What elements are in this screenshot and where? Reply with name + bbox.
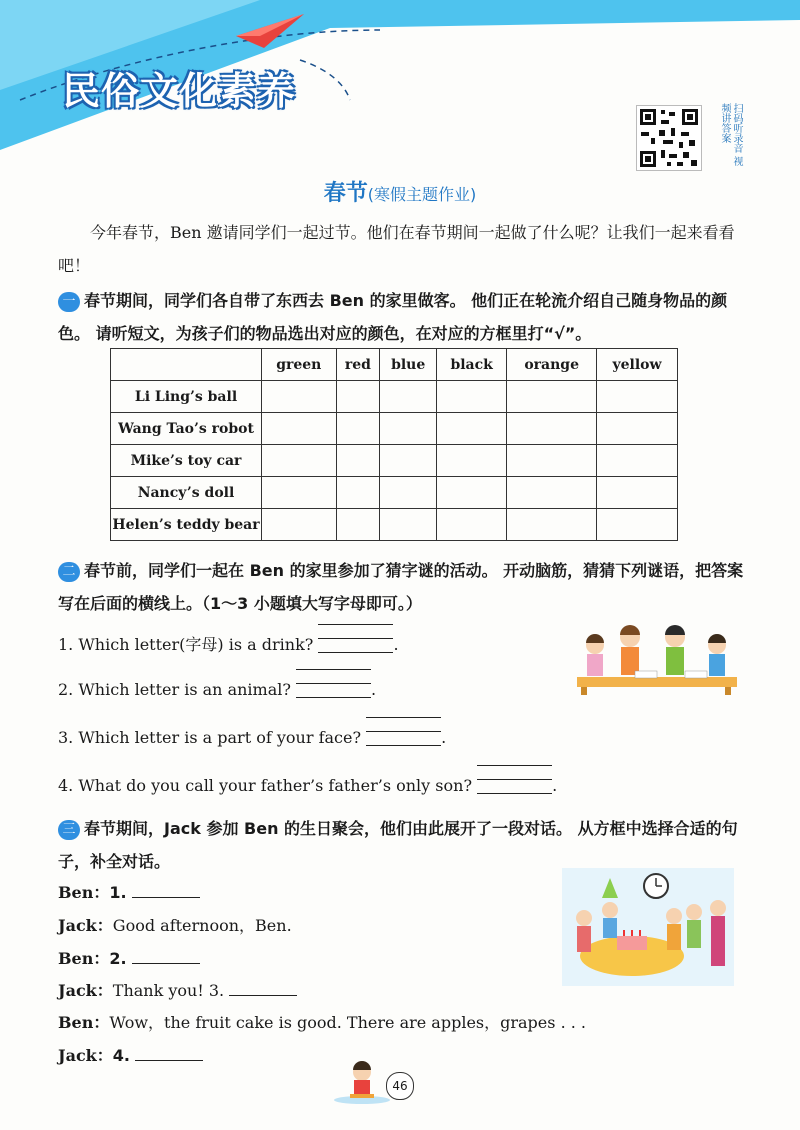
answer-cell[interactable] [336,381,380,413]
riddle-1: 1. Which letter(字母) is a drink? . [58,632,399,655]
speaker: Jack： [58,1046,113,1065]
section-1-text: 春节期间，同学们各自带了东西去 Ben 的家里做客。 他们正在轮流介绍自己随身物品的颜色。 请听短文，为孩子们的物品选出对应的颜色，在对应的方框里打“√”。 [58,291,728,343]
answer-cell[interactable] [380,477,437,509]
answer-blank[interactable] [318,636,393,650]
answer-cell[interactable] [336,445,380,477]
answer-blank[interactable] [135,1046,203,1061]
column-header: orange [507,349,597,381]
answer-cell[interactable] [597,477,678,509]
section-2-badge: 二 [58,562,80,582]
answer-cell[interactable] [380,445,437,477]
answer-cell[interactable] [507,477,597,509]
answer-blank[interactable] [477,777,552,791]
answer-cell[interactable] [262,509,337,541]
riddle-number: 1. [58,635,74,654]
row-label: Mike’s toy car [111,445,262,477]
row-label: Li Ling’s ball [111,381,262,413]
column-header: black [437,349,507,381]
table-row [111,477,678,509]
riddle-2: 2. Which letter is an animal? . [58,680,376,699]
answer-blank[interactable] [229,981,297,996]
section-1-instruction [58,284,748,350]
line-text: 1. [109,883,127,902]
answer-cell[interactable] [597,381,678,413]
riddle-3: 3. Which letter is a part of your face? . [58,728,446,747]
section-3-badge: 三 [58,820,80,840]
page-number: 46 [386,1072,414,1100]
dialogue-line [58,978,297,1001]
table-row [111,509,678,541]
color-table [110,348,678,541]
answer-blank[interactable] [296,681,371,695]
answer-cell[interactable] [336,477,380,509]
dialogue-line [58,913,292,936]
table-corner [111,349,262,381]
answer-cell[interactable] [336,509,380,541]
dialogue-line [58,1010,586,1033]
table-header-row [111,349,678,381]
riddle-text: Which letter(字母) is a drink? [78,635,314,654]
riddle-number: 3. [58,728,74,747]
column-header: yellow [597,349,678,381]
answer-cell[interactable] [437,413,507,445]
answer-cell[interactable] [507,509,597,541]
answer-cell[interactable] [437,477,507,509]
intro-paragraph: 今年春节，Ben 邀请同学们一起过节。他们在春节期间一起做了什么呢？让我们一起来看看吧！ [58,223,735,275]
line-text: 4. [112,1046,130,1065]
answer-cell[interactable] [597,413,678,445]
answer-cell[interactable] [437,509,507,541]
answer-cell[interactable] [262,445,337,477]
answer-cell[interactable] [437,381,507,413]
speaker: Ben： [58,1013,110,1032]
answer-cell[interactable] [437,445,507,477]
section-1-badge: 一 [58,292,80,312]
children-at-table-illustration [575,615,740,695]
riddle-text: Which letter is an animal? [78,680,291,699]
row-label: Helen’s teddy bear [111,509,262,541]
table-row [111,413,678,445]
riddle-text: Which letter is a part of your face? [78,728,362,747]
dialogue-line [58,880,200,903]
section-2-instruction [58,554,748,620]
answer-cell[interactable] [380,413,437,445]
answer-cell[interactable] [336,413,380,445]
mascot-icon [332,1058,392,1106]
answer-blank[interactable] [132,883,200,898]
answer-cell[interactable] [507,445,597,477]
answer-cell[interactable] [380,381,437,413]
dialogue-line [58,1043,203,1066]
birthday-party-illustration [562,868,734,986]
row-label: Nancy’s doll [111,477,262,509]
line-text: Wow，the fruit cake is good. There are apples，grapes . . . [109,1013,586,1032]
title-sub: (寒假主题作业) [367,185,477,204]
riddle-4: 4. What do you call your father’s father’s only son? . [58,776,557,795]
page-title [0,176,800,207]
title-main: 春节 [323,181,368,206]
speaker: Jack： [58,981,113,1000]
speaker: Jack： [58,916,113,935]
line-text: Thank you! 3. [112,981,225,1000]
column-header: green [262,349,337,381]
speaker: Ben： [58,883,110,902]
qr-code [636,105,702,171]
table-row [111,445,678,477]
section-2-text: 春节前，同学们一起在 Ben 的家里参加了猜字谜的活动。 开动脑筋，猜猜下列谜语，把答案写在后面的横线上。（1～3 小题填大写字母即可。） [58,561,744,613]
answer-cell[interactable] [507,413,597,445]
qr-code-icon [637,106,701,170]
table-row [111,381,678,413]
row-label: Wang Tao’s robot [111,413,262,445]
answer-blank[interactable] [132,949,200,964]
answer-blank[interactable] [366,729,441,743]
speaker: Ben： [58,949,110,968]
column-header: red [336,349,380,381]
line-text: 2. [109,949,127,968]
section-3-text: 春节期间，Jack 参加 Ben 的生日聚会，他们由此展开了一段对话。 从方框中选择合适的句子，补全对话。 [58,819,738,871]
answer-cell[interactable] [507,381,597,413]
answer-cell[interactable] [597,445,678,477]
dialogue-line [58,946,200,969]
banner-title: 民俗文化素养 [62,69,297,113]
line-text: Good afternoon，Ben. [112,916,292,935]
column-header: blue [380,349,437,381]
qr-caption: 扫码听录音 视频讲答案 [719,103,742,167]
riddle-text: What do you call your father’s father’s only son? [78,776,473,795]
riddle-number: 2. [58,680,74,699]
answer-cell[interactable] [262,381,337,413]
riddle-number: 4. [58,776,74,795]
answer-cell[interactable] [262,477,337,509]
paper-plane-icon [236,14,304,50]
answer-cell[interactable] [380,509,437,541]
answer-cell[interactable] [597,509,678,541]
answer-cell[interactable] [262,413,337,445]
